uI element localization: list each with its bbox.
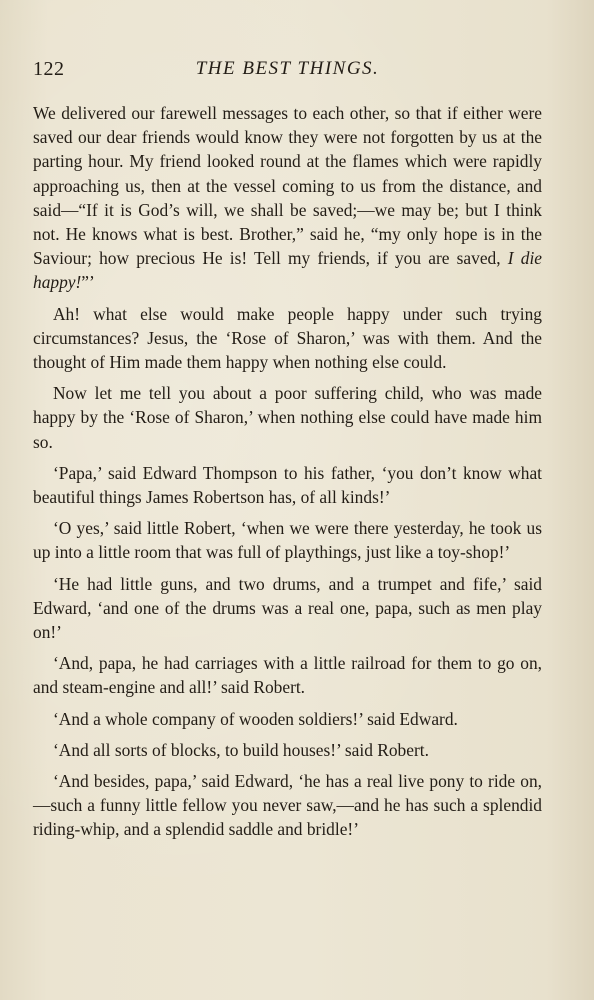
page-number: 122 bbox=[33, 58, 65, 80]
paragraph: ‘And, papa, he had carriages with a little railroad for them to go on, and steam-engine and all!’ said Robert. bbox=[33, 653, 542, 698]
paragraph: ‘And besides, papa,’ said Edward, ‘he has a real live pony to ride on,—such a funny little fellow you never saw,—and he has such a splendid riding-whip, and a splendid saddle and bridle!’ bbox=[33, 771, 542, 840]
paragraph: ‘He had little guns, and two drums, and a trumpet and fife,’ said Edward, ‘and one of the drums was a real one, papa, such as men play on!’ bbox=[33, 573, 542, 643]
paragraph: ‘And all sorts of blocks, to build houses!’ said Robert. bbox=[53, 739, 429, 760]
paragraph: ‘O yes,’ said little Robert, ‘when we were there yesterday, he took us up into a little room that was full of playthings, just like a toy-shop!’ bbox=[33, 518, 542, 563]
paragraph: Now let me tell you about a poor suffering child, who was made happy by the ‘Rose of Sharon,’ when nothing else could have made him so. bbox=[33, 383, 542, 452]
paragraph: ‘Papa,’ said Edward Thompson to his father, ‘you don’t know what beautiful things James Robertson has, of all kinds!’ bbox=[33, 462, 542, 508]
paragraph-text: We delivered our farewell messages to each other, so that if either were saved our dear friends would know they were not forgotten by us at the parting hour. My friend looked round at the flames which were rapidly approaching us, then at the vessel coming to us from the distance, and said—“If it is God’s will, we shall be saved;—we may be; but I think not. He knows what is best. Brother,” said he, “my only hope is in the Saviour; how precious He is! Tell my friends, if you are saved, bbox=[33, 103, 542, 269]
body-text bbox=[33, 101, 542, 849]
paragraph: Ah! what else would make people happy under such trying circumstances? Jesus, the ‘Rose of Sharon,’ was with them. And the thought of Him made them happy when nothing else could. bbox=[33, 303, 542, 373]
closing-quote: ”’ bbox=[81, 272, 95, 293]
running-title: THE BEST THINGS. bbox=[195, 58, 380, 79]
italic-quote: I die happy! bbox=[33, 248, 542, 293]
paragraph bbox=[33, 101, 542, 295]
page-header bbox=[33, 58, 542, 86]
paragraph: ‘And a whole company of wooden soldiers!’ said Edward. bbox=[53, 708, 458, 729]
